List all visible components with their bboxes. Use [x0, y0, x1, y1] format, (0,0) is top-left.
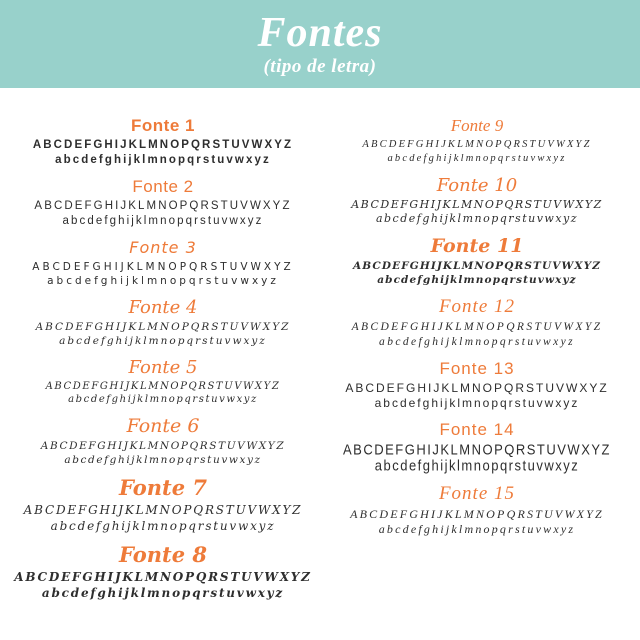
lowercase-alphabet: abcdefghijklmnopqrstuvwxyz: [59, 335, 267, 347]
font-label: Fonte 3: [129, 238, 197, 257]
uppercase-alphabet: ABCDEFGHIJKLMNOPQRSTUVWXYZ: [350, 507, 604, 521]
lowercase-alphabet: abcdefghijklmnopqrstuvwxyz: [379, 336, 575, 348]
font-sample-fonte-15: [350, 483, 604, 537]
lowercase-alphabet: abcdefghijklmnopqrstuvwxyz: [377, 274, 577, 286]
uppercase-alphabet: ABCDEFGHIJKLMNOPQRSTUVWXYZ: [32, 261, 294, 273]
font-label: Fonte 6: [126, 415, 200, 437]
font-label: Fonte 13: [439, 359, 515, 378]
right-column: [320, 116, 634, 610]
lowercase-alphabet: abcdefghijklmnopqrstuvwxyz: [68, 394, 258, 405]
font-sample-fonte-9: [362, 116, 591, 166]
lowercase-alphabet: abcdefghijklmnopqrstuvwxyz: [378, 522, 576, 536]
uppercase-alphabet: ABCDEFGHIJKLMNOPQRSTUVWXYZ: [40, 440, 286, 452]
lowercase-alphabet: abcdefghijklmnopqrstuvwxyz: [41, 586, 285, 600]
font-sample-fonte-2: [34, 177, 291, 229]
uppercase-alphabet: ABCDEFGHIJKLMNOPQRSTUVWXYZ: [351, 198, 603, 211]
lowercase-alphabet: abcdefghijklmnopqrstuvwxyz: [375, 212, 579, 225]
uppercase-alphabet: ABCDEFGHIJKLMNOPQRSTUVWXYZ: [345, 381, 609, 395]
font-sample-fonte-13: [345, 359, 608, 411]
lowercase-alphabet: abcdefghijklmnopqrstuvwxyz: [387, 153, 567, 164]
font-label: Fonte 2: [132, 177, 194, 196]
font-label: Fonte 8: [118, 542, 207, 567]
font-label: Fonte 11: [430, 235, 524, 257]
uppercase-alphabet: ABCDEFGHIJKLMNOPQRSTUVWXYZ: [23, 503, 303, 517]
font-label: Fonte 15: [438, 483, 516, 504]
font-label: Fonte 12: [438, 296, 516, 317]
font-sample-fonte-3: [32, 238, 293, 288]
uppercase-alphabet: ABCDEFGHIJKLMNOPQRSTUVWXYZ: [362, 139, 592, 150]
font-label: Fonte 4: [128, 297, 198, 318]
uppercase-alphabet: ABCDEFGHIJKLMNOPQRSTUVWXYZ: [353, 260, 601, 272]
lowercase-alphabet: abcdefghijklmnopqrstuvwxyz: [55, 154, 271, 166]
lowercase-alphabet: abcdefghijklmnopqrstuvwxyz: [374, 396, 580, 410]
uppercase-alphabet: ABCDEFGHIJKLMNOPQRSTUVWXYZ: [351, 321, 603, 333]
uppercase-alphabet: ABCDEFGHIJKLMNOPQRSTUVWXYZ: [34, 200, 292, 212]
font-sample-fonte-7: [24, 476, 303, 534]
lowercase-alphabet: abcdefghijklmnopqrstuvwxyz: [374, 456, 580, 475]
font-label: Fonte 10: [436, 175, 518, 196]
font-sample-fonte-12: [352, 296, 603, 350]
page-title: Fontes: [257, 9, 383, 56]
font-sample-fonte-5: [46, 357, 281, 406]
lowercase-alphabet: abcdefghijklmnopqrstuvwxyz: [62, 215, 264, 227]
left-column: [6, 116, 320, 610]
font-sample-fonte-8: [14, 543, 311, 601]
font-sample-fonte-10: [351, 175, 603, 226]
uppercase-alphabet: ABCDEFGHIJKLMNOPQRSTUVWXYZ: [45, 381, 281, 392]
font-columns: [0, 88, 640, 610]
uppercase-alphabet: ABCDEFGHIJKLMNOPQRSTUVWXYZ: [35, 321, 291, 333]
lowercase-alphabet: abcdefghijklmnopqrstuvwxyz: [47, 275, 279, 287]
font-label: Fonte 9: [450, 116, 504, 135]
lowercase-alphabet: abcdefghijklmnopqrstuvwxyz: [64, 454, 262, 466]
uppercase-alphabet: ABCDEFGHIJKLMNOPQRSTUVWXYZ: [14, 570, 312, 584]
font-label: Fonte 1: [131, 116, 195, 135]
uppercase-alphabet: ABCDEFGHIJKLMNOPQRSTUVWXYZ: [32, 139, 294, 151]
font-sample-fonte-6: [41, 415, 285, 467]
page-subtitle: (tipo de letra): [263, 55, 377, 77]
font-label: Fonte 7: [118, 475, 208, 500]
font-label: Fonte 14: [439, 420, 515, 439]
font-sample-fonte-4: [36, 297, 291, 348]
font-sample-fonte-1: [33, 116, 293, 168]
font-label: Fonte 5: [128, 357, 198, 378]
uppercase-alphabet: ABCDEFGHIJKLMNOPQRSTUVWXYZ: [343, 440, 611, 459]
font-sample-fonte-11: [353, 235, 601, 287]
header-banner: [0, 0, 640, 88]
lowercase-alphabet: abcdefghijklmnopqrstuvwxyz: [50, 519, 276, 533]
font-sample-fonte-14: [343, 420, 611, 474]
